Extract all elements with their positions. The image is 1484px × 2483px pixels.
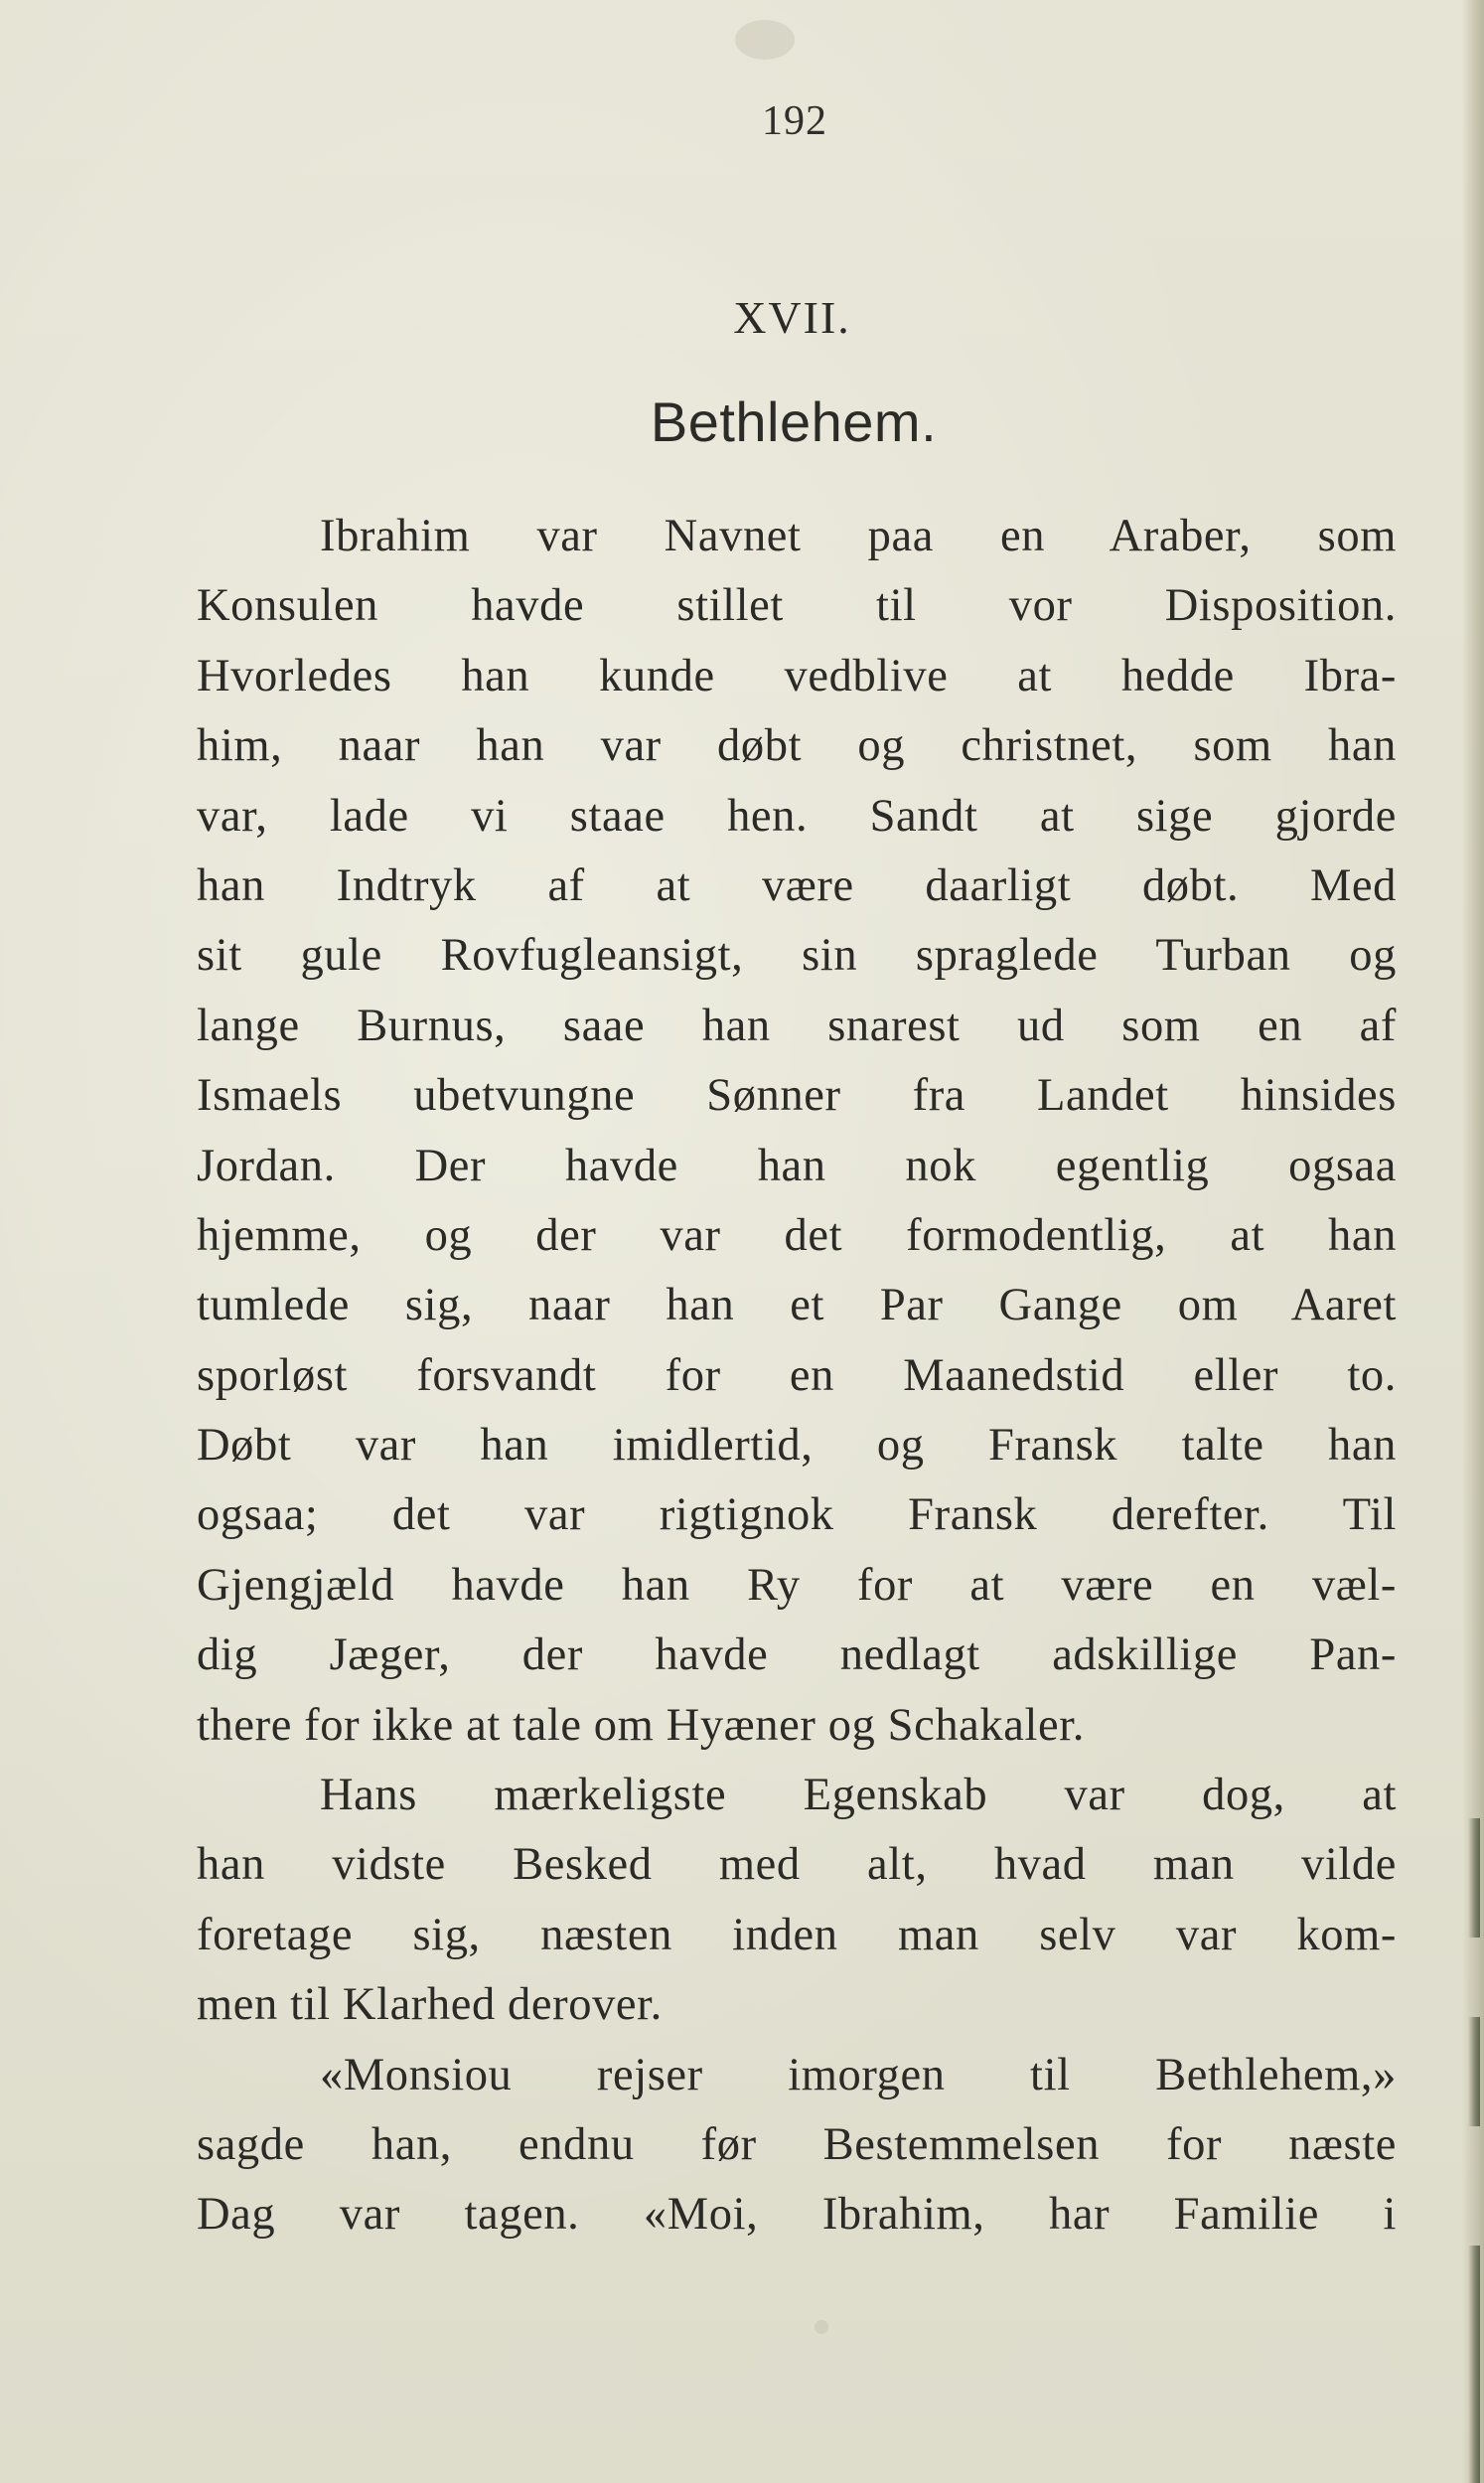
text-line: Hvorledes han kunde vedblive at hedde Ibra- [197, 650, 1397, 701]
text-line: han vidste Besked med alt, hvad man vilde [197, 1839, 1397, 1891]
paper-stain [735, 20, 795, 60]
edge-shadow-mark [1468, 1818, 1480, 1938]
text-line: dig Jæger, der havde nedlagt adskillige Pan- [197, 1629, 1397, 1681]
text-line: sagde han, endnu før Bestemmelsen for næste [197, 2118, 1397, 2170]
text-line: him, naar han var døbt og christnet, som han [197, 720, 1397, 772]
text-line: there for ikke at tale om Hyæner og Schakaler. [197, 1699, 1086, 1751]
text-line: sporløst forsvandt for en Maanedstid eller to. [197, 1349, 1397, 1401]
text-line: Hans mærkeligste Egenskab var dog, at [320, 1770, 1397, 1821]
text-line: han Indtryk af at være daarligt døbt. Med [197, 859, 1397, 911]
text-line: Ibrahim var Navnet paa en Araber, som [320, 511, 1397, 561]
text-line: Dag var tagen. «Moi, Ibrahim, har Familie i [197, 2189, 1397, 2241]
text-line: var, lade vi staae hen. Sandt at sige gjorde [197, 790, 1397, 842]
text-line: lange Burnus, saae han snarest ud som en af [197, 1000, 1397, 1051]
text-line: «Monsiou rejser imorgen til Bethlehem,» [320, 2049, 1397, 2100]
text-line: Jordan. Der havde han nok egentlig ogsaa [197, 1140, 1397, 1191]
chapter-number: XVII. [733, 292, 851, 343]
text-line: Ismaels ubetvungne Sønner fra Landet hinsides [197, 1070, 1397, 1122]
text-line: hjemme, og der var det formodentlig, at han [197, 1209, 1397, 1261]
text-line: ogsaa; det var rigtignok Fransk derefter. Til [197, 1489, 1397, 1541]
edge-shadow-mark [1468, 2246, 1480, 2483]
paper-stain [815, 2320, 828, 2334]
text-line: men til Klarhed derover. [197, 1979, 663, 2031]
text-line: foretage sig, næsten inden man selv var kom- [197, 1909, 1397, 1960]
edge-shadow-mark [1468, 2017, 1480, 2126]
page-edge [1462, 0, 1484, 2483]
body-text [197, 502, 1397, 2250]
text-line: tumlede sig, naar han et Par Gange om Aaret [197, 1280, 1397, 1331]
page-number: 192 [762, 98, 827, 144]
text-line: Gjengjæld havde han Ry for at være en væl- [197, 1559, 1397, 1611]
text-line: Døbt var han imidlertid, og Fransk talte han [197, 1420, 1397, 1472]
chapter-title: Bethlehem. [650, 390, 938, 453]
text-line: sit gule Rovfugleansigt, sin spraglede Turban og [197, 930, 1397, 982]
text-line: Konsulen havde stillet til vor Disposition. [197, 580, 1397, 632]
